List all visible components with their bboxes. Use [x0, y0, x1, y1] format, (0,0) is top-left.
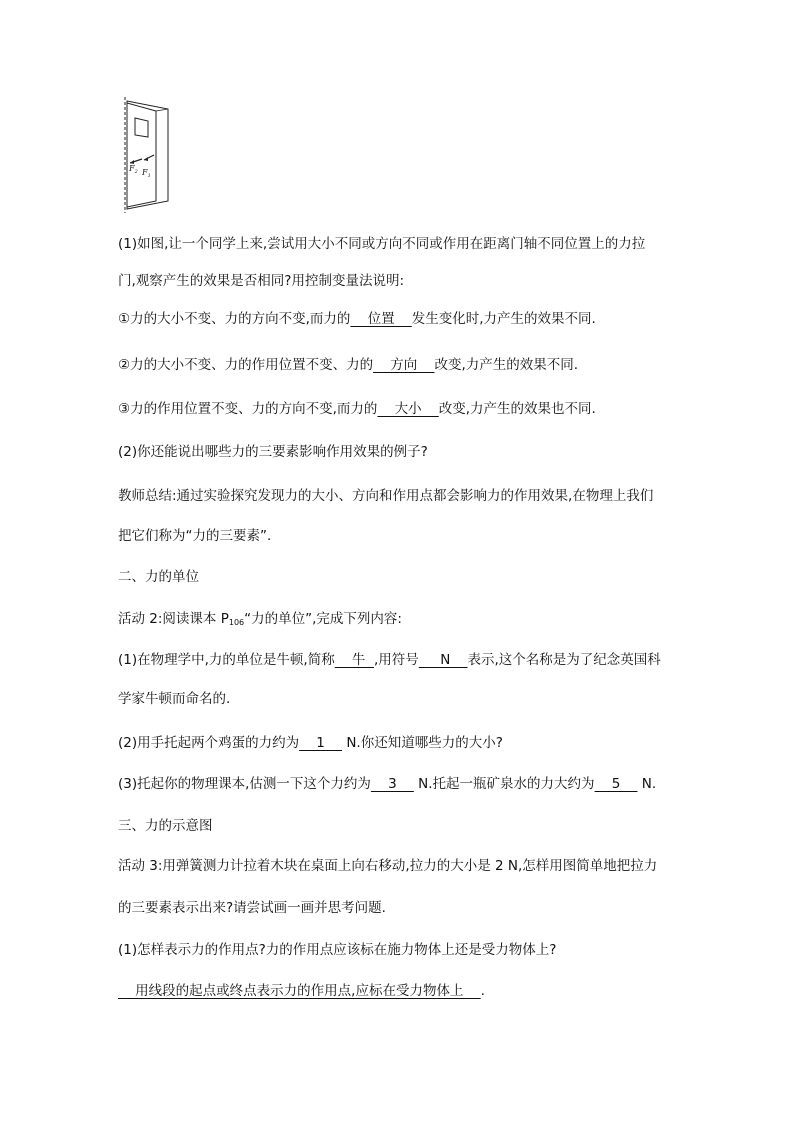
answer-blank: 用线段的起点或终点表示力的作用点,应标在受力物体上 — [118, 983, 481, 999]
paragraph-12: (2)用手托起两个鸡蛋的力约为 1 N.你还知道哪些力的大小? — [118, 735, 503, 751]
paragraph-6: (2)你还能说出哪些力的三要素影响作用效果的例子? — [118, 444, 428, 460]
door-panel — [127, 103, 156, 207]
paragraph-17: 用线段的起点或终点表示力的作用点,应标在受力物体上 . — [118, 983, 485, 999]
paragraph-13: (3)托起你的物理课本,估测一下这个力约为 3 N.托起一瓶矿泉水的力大约为 5 N. — [118, 776, 657, 792]
paragraph-7: 教师总结:通过实验探究发现力的大小、方向和作用点都会影响力的作用效果,在物理上我们 — [118, 488, 654, 504]
answer-blank: 牛 — [334, 652, 374, 668]
paragraph-9: 活动 2:阅读课本 $P_{106}“$力的单位”,完成下列内容: — [118, 611, 402, 627]
answer-blank: 大小 — [377, 401, 439, 417]
section-heading-2: 二、力的单位 — [118, 569, 199, 585]
paragraph-2: 门,观察产生的效果是否相同?用控制变量法说明: — [118, 273, 405, 289]
answer-blank: 5 — [594, 776, 638, 792]
paragraph-5: ③力的作用位置不变、力的方向不变,而力的 大小 改变,力产生的效果也不同. — [118, 401, 596, 417]
paragraph-14: 活动 3:用弹簧测力计拉着木块在桌面上向右移动,拉力的大小是 2 N,怎样用图简单地把拉力 — [118, 858, 658, 874]
answer-blank: N — [418, 652, 468, 668]
answer-blank: 位置 — [350, 311, 412, 327]
answer-blank: 1 — [299, 735, 343, 751]
door-force-figure — [118, 97, 174, 213]
answer-blank: 方向 — [373, 357, 435, 373]
paragraph-16: (1)怎样表示力的作用点?力的作用点应该标在施力物体上还是受力物体上? — [118, 942, 557, 958]
paragraph-8: 把它们称为“力的三要素”. — [118, 528, 272, 544]
paragraph-4: ②力的大小不变、力的作用位置不变、力的 方向 改变,力产生的效果不同. — [118, 357, 579, 373]
label-f1: $F_1$ — [142, 168, 151, 179]
paragraph-3: ①力的大小不变、力的方向不变,而力的 位置 发生变化时,力产生的效果不同. — [118, 311, 596, 327]
answer-blank: 3 — [370, 776, 414, 792]
paragraph-15: 的三要素表示出来?请尝试画一画并思考问题. — [118, 900, 386, 916]
paragraph-11: 学家牛顿而命名的. — [118, 691, 231, 707]
label-f2: $F_2$ — [129, 164, 138, 175]
section-heading-3: 三、力的示意图 — [118, 818, 213, 834]
paragraph-1: (1)如图,让一个同学上来,尝试用大小不同或方向不同或作用在距离门轴不同位置上的力拉 — [118, 236, 646, 252]
paragraph-10: (1)在物理学中,力的单位是牛顿,简称 牛 ,用符号 N 表示,这个名称是为了纪念英国科 — [118, 652, 661, 668]
